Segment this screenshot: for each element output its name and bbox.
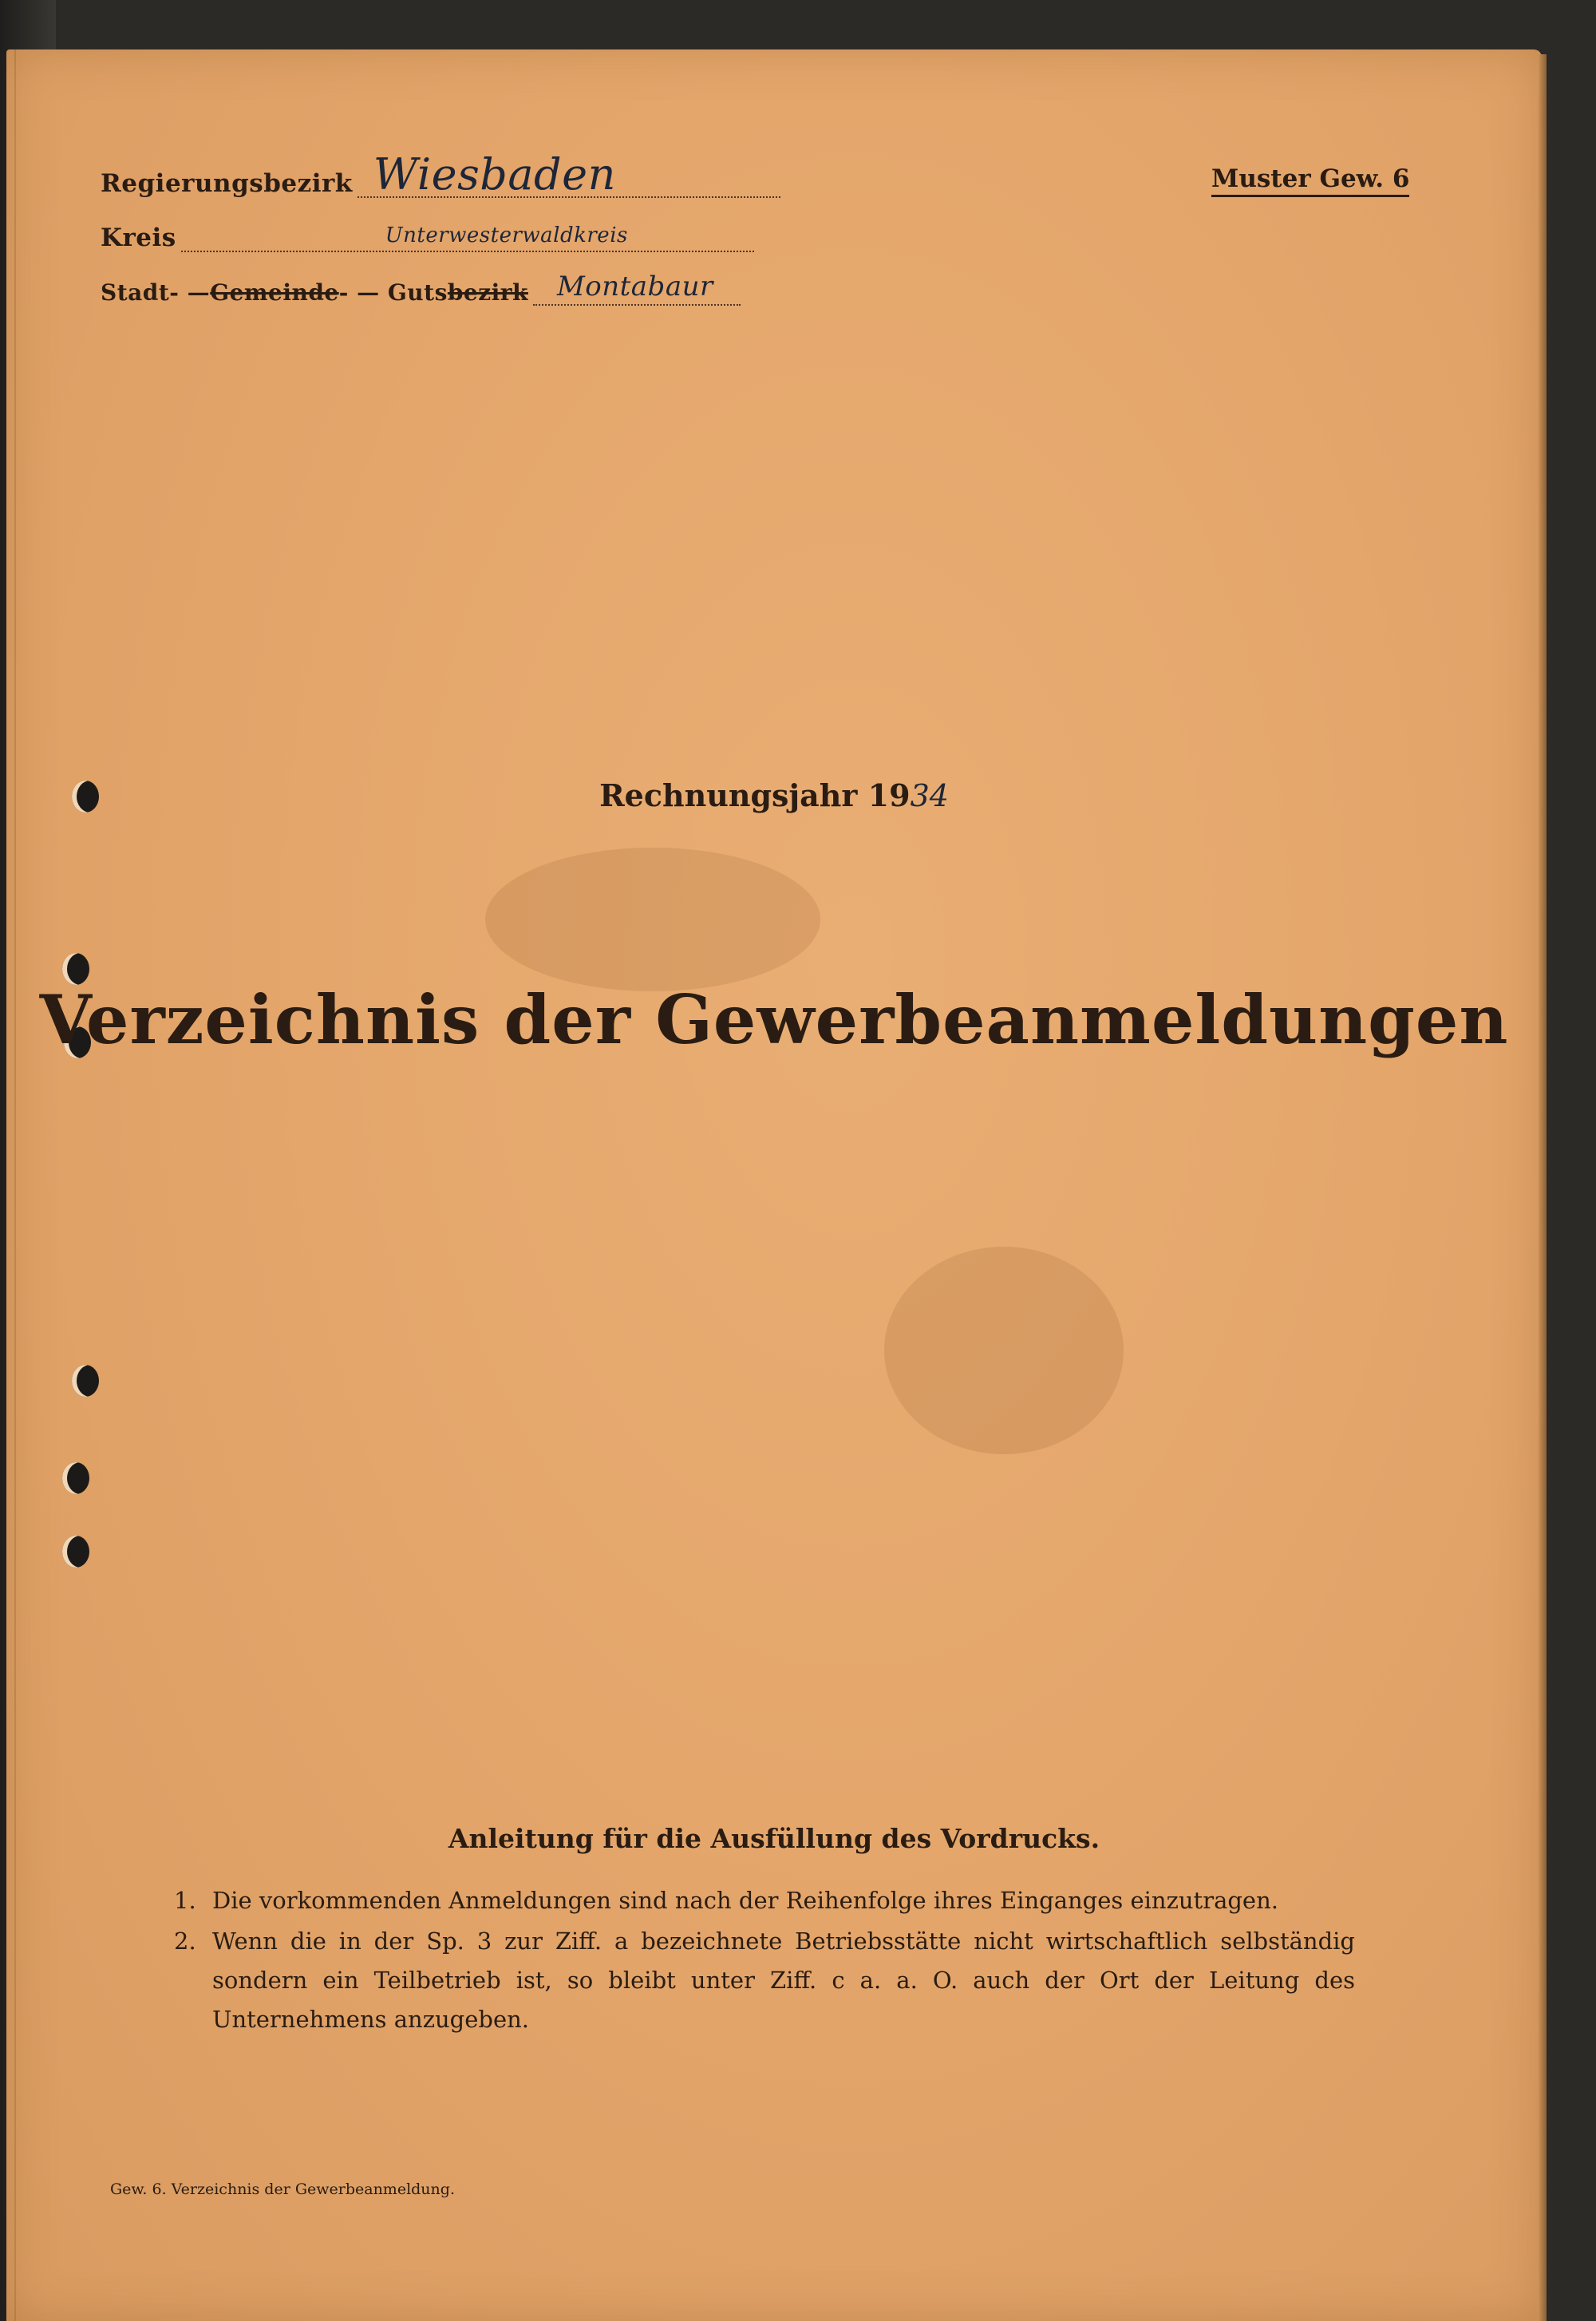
paper-stain bbox=[485, 848, 820, 991]
punch-hole bbox=[72, 1365, 99, 1397]
regierungsbezirk-field bbox=[358, 149, 780, 200]
stadt-field bbox=[533, 271, 741, 306]
instructions-title: Anleitung für die Ausfüllung des Vordrucks. bbox=[448, 1823, 1100, 1854]
page-edge-line bbox=[14, 49, 16, 2321]
document-title: Verzeichnis der Gewerbeanmeldungen bbox=[39, 980, 1509, 1059]
stadt-label-struck-bezirk: bezirk bbox=[447, 279, 528, 306]
kreis-label: Kreis bbox=[101, 223, 176, 252]
stadt-label-prefix: Stadt- — bbox=[101, 279, 211, 306]
regierungsbezirk-value: Wiesbaden bbox=[373, 149, 616, 200]
stadt-label-mid: - — Guts bbox=[338, 279, 448, 306]
stadt-label-struck-gemeinde: Gemeinde bbox=[210, 279, 339, 306]
regierungsbezirk-row bbox=[101, 149, 780, 200]
punch-hole bbox=[62, 1462, 89, 1494]
instruction-number: 2. bbox=[174, 1928, 196, 1955]
fiscal-year-handwritten: 34 bbox=[910, 778, 949, 813]
instruction-text: Wenn die in der Sp. 3 zur Ziff. a bezeichnete Betriebsstätte nicht wirtschaftlich selbständig sondern ein Teilbetrieb ist, so bleibt unter Ziff. c a. a. O. auch der Ort der Leitung des Unternehmens anzugeben. bbox=[212, 1928, 1355, 2033]
instruction-number: 1. bbox=[174, 1887, 196, 1914]
instruction-text: Die vorkommenden Anmeldungen sind nach der Reihenfolge ihres Einganges einzutragen. bbox=[212, 1887, 1278, 1914]
fiscal-year-label: Rechnungsjahr 19 bbox=[599, 777, 911, 813]
kreis-value: Unterwesterwaldkreis bbox=[385, 223, 628, 247]
stadt-row bbox=[101, 271, 741, 306]
instruction-item bbox=[174, 1881, 1355, 1920]
document-page bbox=[6, 49, 1542, 2321]
kreis-row bbox=[101, 223, 754, 252]
regierungsbezirk-label: Regierungsbezirk bbox=[101, 169, 353, 198]
kreis-field bbox=[181, 223, 754, 252]
paper-stain bbox=[884, 1247, 1124, 1454]
punch-hole bbox=[62, 1536, 89, 1568]
fiscal-year bbox=[6, 777, 1542, 813]
stadt-value: Montabaur bbox=[556, 271, 713, 302]
footer-note: Gew. 6. Verzeichnis der Gewerbeanmeldung. bbox=[110, 2181, 455, 2198]
instruction-item bbox=[174, 1922, 1355, 2039]
form-number: Muster Gew. 6 bbox=[1211, 164, 1409, 197]
